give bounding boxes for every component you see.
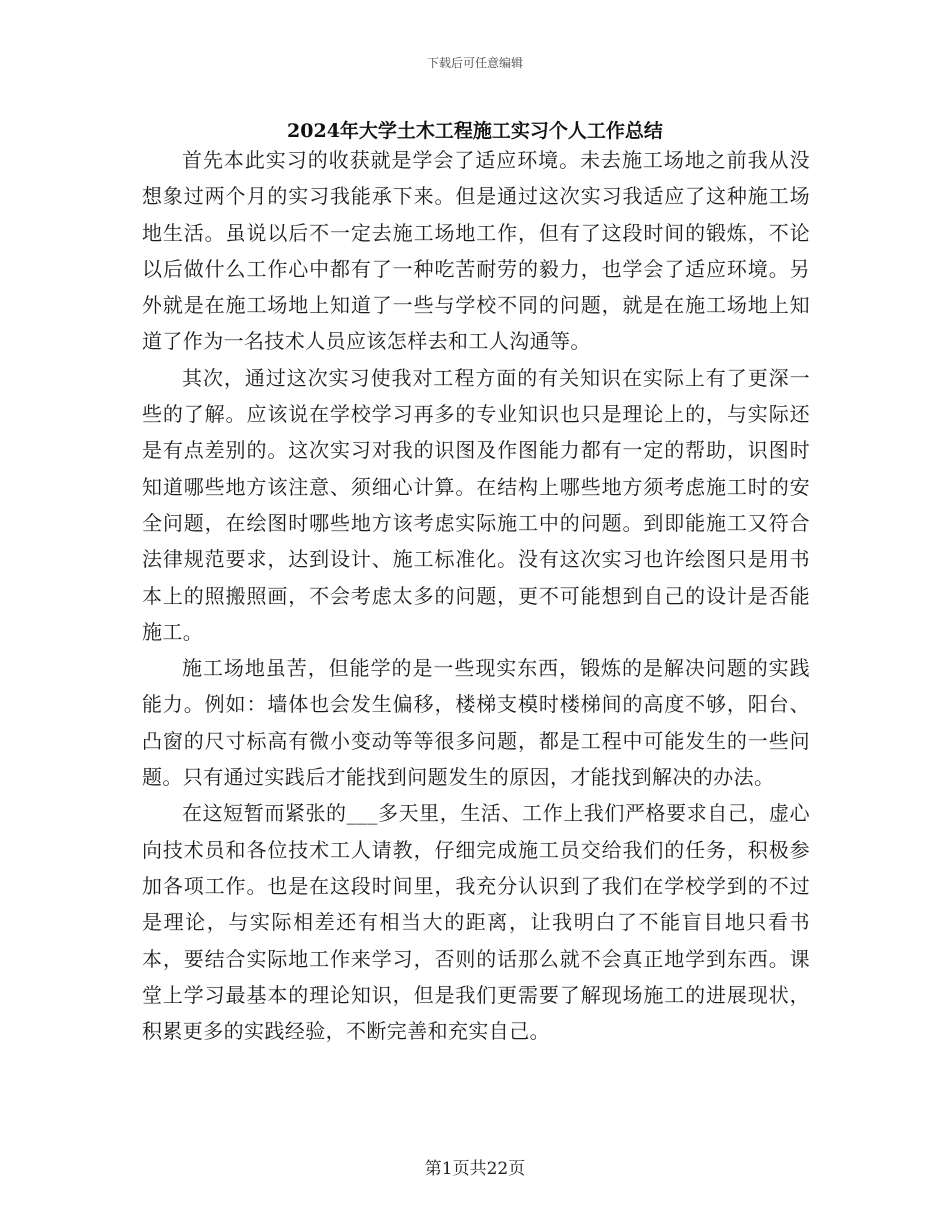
paragraph-3: 施工场地虽苦，但能学的是一些现实东西，锻炼的是解决问题的实践能力。例如：墙体也会发生偏移，楼梯支模时楼梯间的高度不够，阳台、凸窗的尺寸标高有微小变动等等很多问题，都是工程中可能发生的一些问题。只有通过实践后才能找到问题发生的原因，才能找到解决的办法。 [142, 656, 810, 790]
document-body [142, 142, 810, 1049]
page-footer: 第1页共22页 [424, 1159, 526, 1179]
header-note: 下载后可任意编辑 [426, 56, 523, 70]
document-title: 2024年大学土木工程施工实习个人工作总结 [287, 120, 663, 142]
paragraph-2: 其次，通过这次实习使我对工程方面的有关知识在实际上有了更深一些的了解。应该说在学校学习再多的专业知识也只是理论上的，与实际还是有点差别的。这次实习对我的识图及作图能力都有一定的帮助，识图时知道哪些地方该注意、须细心计算。在结构上哪些地方须考虑施工时的安全问题，在绘图时哪些地方该考虑实际施工中的问题。到即能施工又符合法律规范要求，达到设计、施工标准化。没有这次实习也许绘图只是用书本上的照搬照画，不会考虑太多的问题，更不可能想到自己的设计是否能施工。 [142, 365, 810, 644]
paragraph-4: 在这短暂而紧张的___多天里，生活、工作上我们严格要求自己，虚心向技术员和各位技术工人请教，仔细完成施工员交给我们的任务，积极参加各项工作。也是在这段时间里，我充分认识到了我们在学校学到的不过是理论，与实际相差还有相当大的距离，让我明白了不能盲目地只看书本，要结合实际地工作来学习，否则的话那么就不会真正地学到东西。课堂上学习最基本的理论知识，但是我们更需要了解现场施工的进展现状，积累更多的实践经验，不断完善和充实自己。 [142, 801, 810, 1044]
paragraph-1: 首先本此实习的收获就是学会了适应环境。未去施工场地之前我从没想象过两个月的实习我能承下来。但是通过这次实习我适应了这种施工场地生活。虽说以后不一定去施工场地工作，但有了这段时间的锻炼，不论以后做什么工作心中都有了一种吃苦耐劳的毅力，也学会了适应环境。另外就是在施工场地上知道了一些与学校不同的问题，就是在施工场地上知道了作为一名技术人员应该怎样去和工人沟通等。 [142, 148, 810, 354]
